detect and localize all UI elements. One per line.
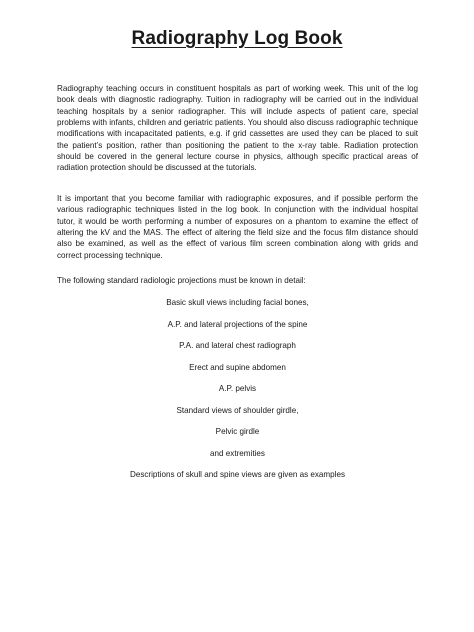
list-item: Standard views of shoulder girdle, [176,405,299,415]
intro-paragraph: Radiography teaching occurs in constituent hospitals as part of working week. This unit of the log book deals with diagnostic radiography. Tuition in radiography will be carried out in the individual teaching hospitals by a senior radiographer. This will include aspects of patient care, special problems with infants, children and geriatric patients. You should also discuss radiographic technique modifications with incapacitated patients, e.g. if grid cassettes are used they can be placed to suit the patient’s position, rather than positioning the patient to the x-ray table. Radiation protection should be covered in the general lecture course in physics, although specific practical areas of radiation protection should be discussed at the tutorials. [57,84,418,173]
list-item: P.A. and lateral chest radiograph [179,341,296,351]
exposures-paragraph: It is important that you become familiar with radiographic exposures, and if possible perform the various radiographic techniques listed in the log book. In conjunction with the individual hospital tutor, it would be worth performing a number of exposures on a phantom to examine the effect of altering the kV and the MAS. The effect of altering the field size and the focus film distance should also be examined, as well as the effect of various film screen combination along with grids and correct processing technique. [57,194,418,260]
list-item: Erect and supine abdomen [189,362,286,372]
document-title: Radiography Log Book [131,28,343,49]
list-item: Pelvic girdle [215,427,260,437]
list-item: Descriptions of skull and spine views are given as examples [129,470,346,480]
list-item: and extremities [210,448,265,458]
projections-list [57,297,418,491]
list-item: A.P. pelvis [218,384,257,394]
list-item: A.P. and lateral projections of the spine [167,319,308,329]
list-item: Basic skull views including facial bones, [166,298,309,307]
projections-intro-paragraph: The following standard radiologic projections must be known in detail: [57,276,306,285]
